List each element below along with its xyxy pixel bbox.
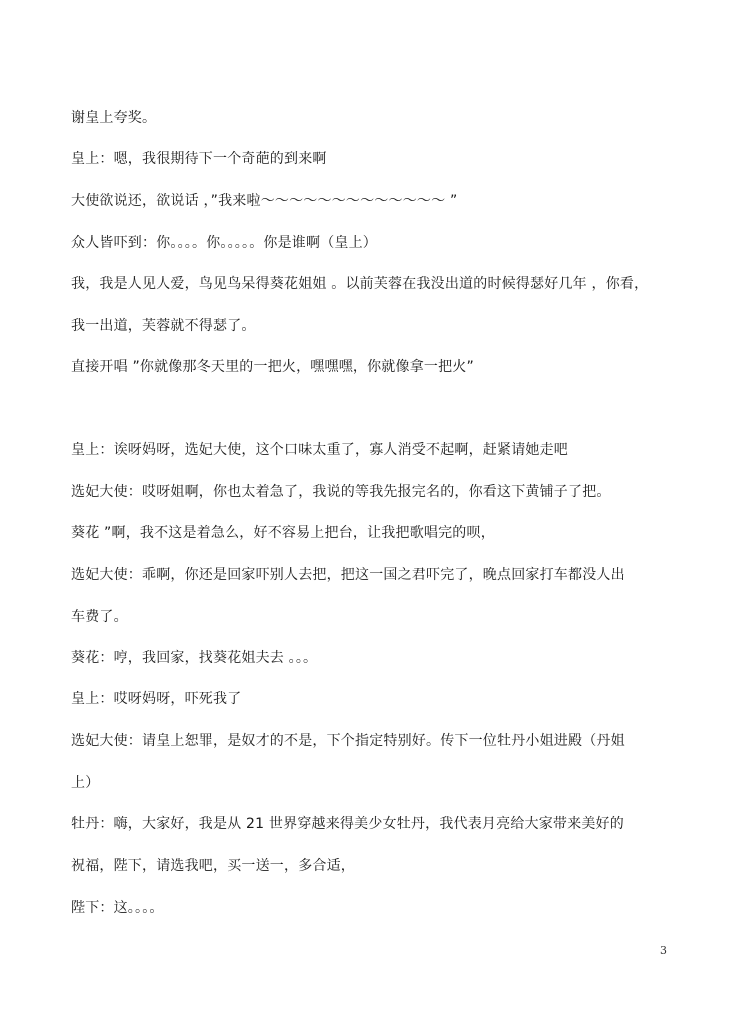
text-line: 陛下：这。。。。 bbox=[71, 900, 164, 916]
text-line: 直接开唱 ”你就像那冬天里的一把火，嘿嘿嘿，你就像拿一把火” bbox=[71, 359, 474, 375]
text-line: 选妃大使：哎呀姐啊，你也太着急了，我说的等我先报完名的，你看这下黄铺子了把。 bbox=[71, 484, 611, 500]
text-line: 我，我是人见人爱，鸟见鸟呆得葵花姐姐 。以前芙蓉在我没出道的时候得瑟好几年 ，你看， bbox=[71, 276, 649, 292]
text-line: 上） bbox=[71, 775, 100, 791]
text-line: 选妃大使：乖啊，你还是回家吓别人去把，把这一国之君吓完了，晚点回家打车都没人出 bbox=[71, 567, 625, 583]
text-line: 祝福，陛下，请选我吧，买一送一，多合适， bbox=[71, 858, 355, 874]
text-line: 皇上：哎呀妈呀，吓死我了 bbox=[71, 691, 242, 707]
text-line: 谢皇上夸奖。 bbox=[71, 110, 157, 126]
text-line: 众人皆吓到：你。。。。你。。。。。你是谁啊（皇上） bbox=[71, 235, 377, 251]
page-number: 3 bbox=[660, 944, 667, 957]
text-line: 葵花：哼，我回家，找葵花姐夫去 。。。 bbox=[71, 650, 318, 666]
text-line: 牡丹：嗨，大家好，我是从 21 世界穿越来得美少女牡丹，我代表月亮给大家带来美好的 bbox=[71, 816, 624, 832]
text-line: 大使欲说还，欲说话 ，”我来啦～～～～～～～～～～～～～ ” bbox=[71, 193, 458, 209]
text-line: 我一出道，芙蓉就不得瑟了。 bbox=[71, 318, 256, 334]
text-line: 选妃大使：请皇上恕罪，是奴才的不是，下个指定特别好。传下一位牡丹小姐进殿（丹姐 bbox=[71, 733, 625, 749]
text-line: 葵花 ”啊，我不这是着急么，好不容易上把台，让我把歌唱完的呗， bbox=[71, 525, 495, 541]
text-line: 车费了。 bbox=[71, 609, 128, 625]
text-line: 皇上：诶呀妈呀，选妃大使，这个口味太重了，寡人消受不起啊，赶紧请她走吧 bbox=[71, 442, 568, 458]
text-line: 皇上：嗯，我很期待下一个奇葩的到来啊 bbox=[71, 151, 327, 167]
